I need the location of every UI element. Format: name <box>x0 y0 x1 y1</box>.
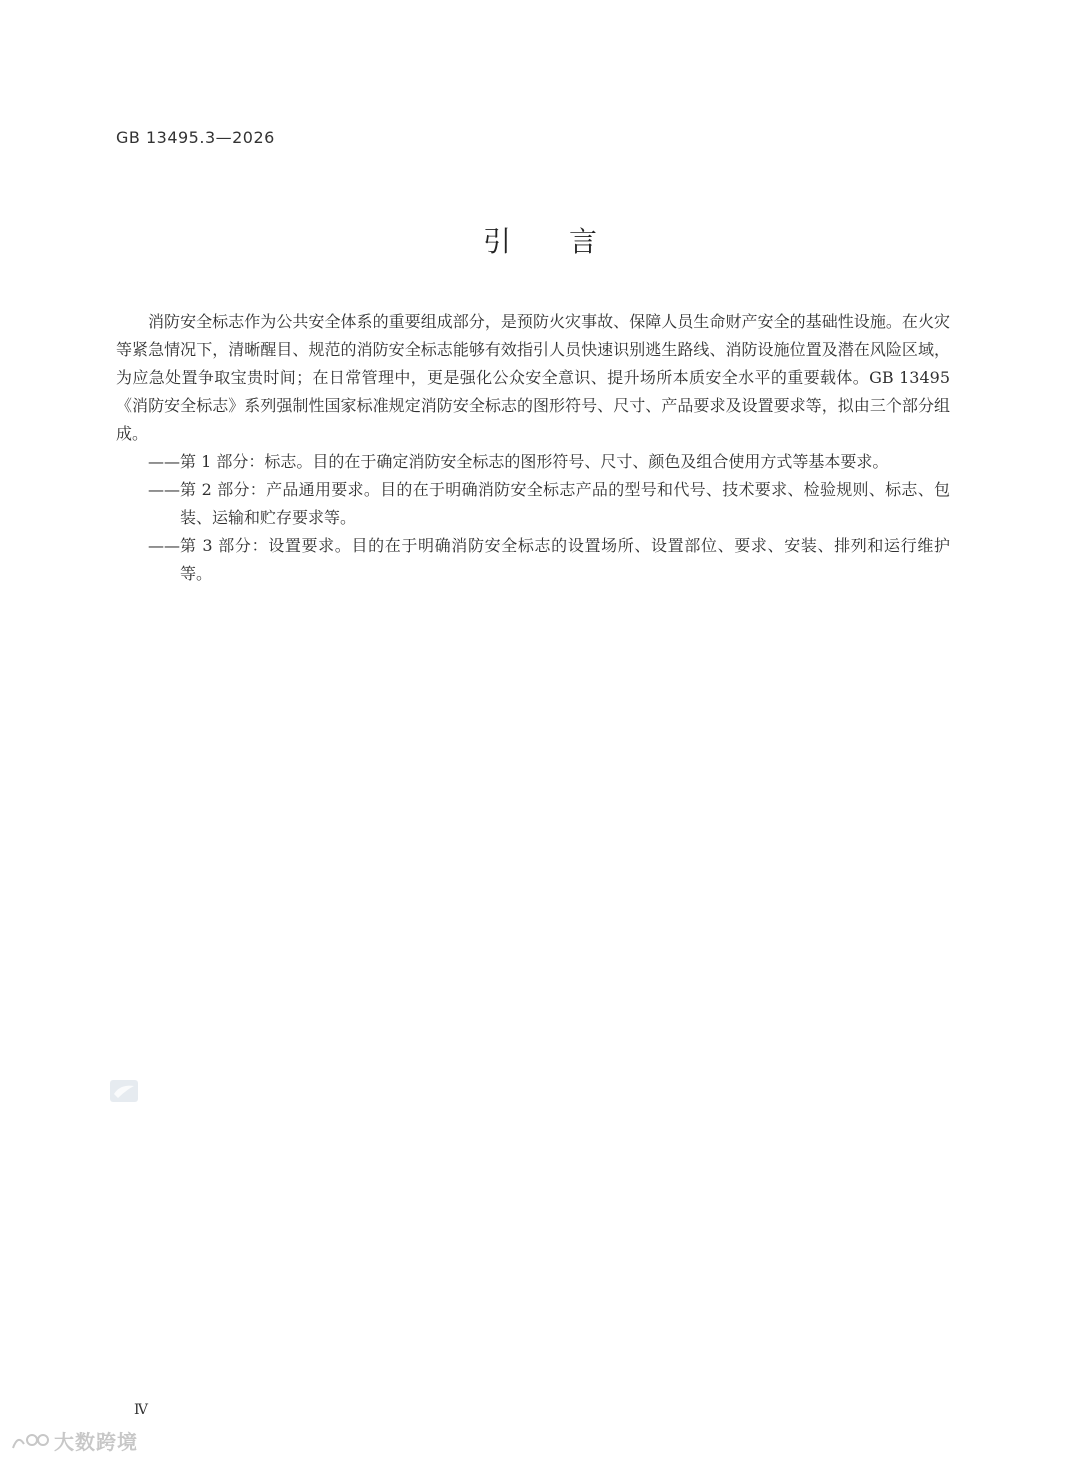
list-dash: —— <box>148 480 180 499</box>
list-item-part-2 <box>116 476 950 532</box>
brand-watermark <box>10 1426 138 1455</box>
list-item-part-1 <box>116 448 950 476</box>
list-item-text: 第 3 部分：设置要求。目的在于明确消防安全标志的设置场所、设置部位、要求、安装、排列和运行维护等。 <box>180 536 950 583</box>
sac-logo-icon <box>110 1078 138 1104</box>
list-dash: —— <box>148 536 180 555</box>
list-dash: —— <box>148 452 180 471</box>
intro-paragraph: 消防安全标志作为公共安全体系的重要组成部分，是预防火灾事故、保障人员生命财产安全的基础性设施。在火灾等紧急情况下，清晰醒目、规范的消防安全标志能够有效指引人员快速识别逃生路线、消防设施位置及潜在风险区域，为应急处置争取宝贵时间；在日常管理中，更是强化公众安全意识、提升场所本质安全水平的重要载体。GB 13495《消防安全标志》系列强制性国家标准规定消防安全标志的图形符号、尺寸、产品要求及设置要求等，拟由三个部分组成。 <box>116 312 950 443</box>
brand-text: 大数跨境 <box>54 1430 138 1454</box>
section-title-char-1: 引 <box>482 225 511 258</box>
section-title-char-2: 言 <box>569 225 598 258</box>
page-number: Ⅳ <box>134 1402 148 1418</box>
list-item-text: 第 1 部分：标志。目的在于确定消防安全标志的图形符号、尺寸、颜色及组合使用方式等基本要求。 <box>180 452 889 471</box>
list-item-part-3 <box>116 532 950 588</box>
standard-code: GB 13495.3—2026 <box>116 128 275 147</box>
body-text <box>116 308 950 588</box>
list-item-text: 第 2 部分：产品通用要求。目的在于明确消防安全标志产品的型号和代号、技术要求、检验规则、标志、包装、运输和贮存要求等。 <box>180 480 950 527</box>
section-title <box>0 220 1080 260</box>
brand-logo-icon <box>10 1430 50 1452</box>
